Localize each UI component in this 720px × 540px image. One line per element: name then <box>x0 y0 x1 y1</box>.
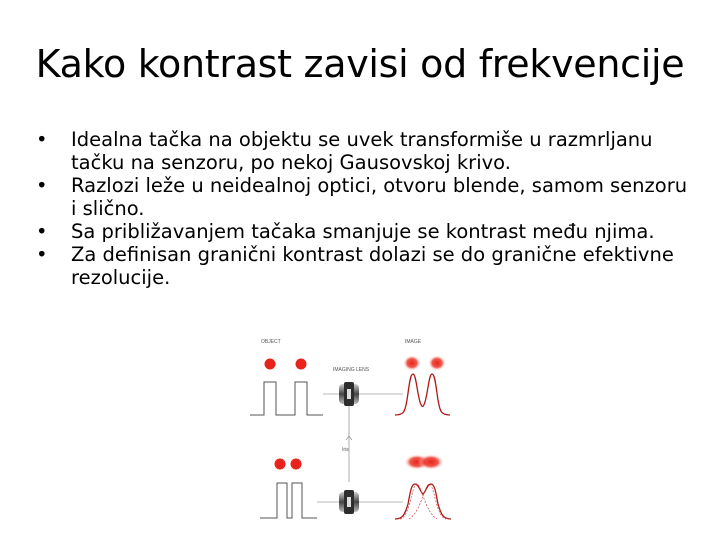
object-dot <box>265 359 276 370</box>
contrast-diagram <box>245 332 470 527</box>
object-dot <box>296 359 307 370</box>
image-spot <box>418 454 444 470</box>
slide-title: Kako kontrast zavisi od frekvencije <box>35 42 685 86</box>
bullet-text: Za definisan granični kontrast dolazi se do granične efektivne rezolucije. <box>71 243 674 289</box>
bullet-text: Razlozi leže u neidealnoj optici, otvoru blende, samom senzoru i slično. <box>71 174 688 220</box>
lens-label: IMAGING LENS <box>333 367 370 373</box>
bullet-text: Idealna tačka na objektu se uvek transformiše u razmrljanu tačku na senzoru, po nekoj Gausovskoj krivo. <box>71 128 653 174</box>
image-spot <box>403 355 421 371</box>
image-intensity-curve <box>395 374 450 415</box>
bullet-list <box>36 128 696 289</box>
component-curve <box>409 484 446 519</box>
bullet-icon: • <box>36 220 48 243</box>
image-intensity-curve <box>395 484 451 519</box>
object-pulse-signal <box>260 483 317 518</box>
contrast-figure <box>245 332 470 527</box>
bullet-icon: • <box>36 243 48 266</box>
bullet-item <box>36 174 696 220</box>
bullet-item <box>36 128 696 174</box>
component-curve <box>400 484 437 519</box>
image-label: IMAGE <box>405 339 422 345</box>
iris-label: Iris <box>342 447 349 453</box>
imaging-lens-icon <box>339 490 359 514</box>
bullet-text: Sa približavanjem tačaka smanjuje se kontrast među njima. <box>71 220 655 243</box>
bullet-icon: • <box>36 128 48 151</box>
bullet-item <box>36 243 696 289</box>
imaging-lens-icon <box>339 382 359 406</box>
object-dot <box>275 459 286 470</box>
image-spot <box>428 355 446 371</box>
object-pulse-signal <box>250 382 323 415</box>
object-dot <box>291 459 302 470</box>
object-label: OBJECT <box>261 339 281 345</box>
bullet-item <box>36 220 696 243</box>
bullet-icon: • <box>36 174 48 197</box>
